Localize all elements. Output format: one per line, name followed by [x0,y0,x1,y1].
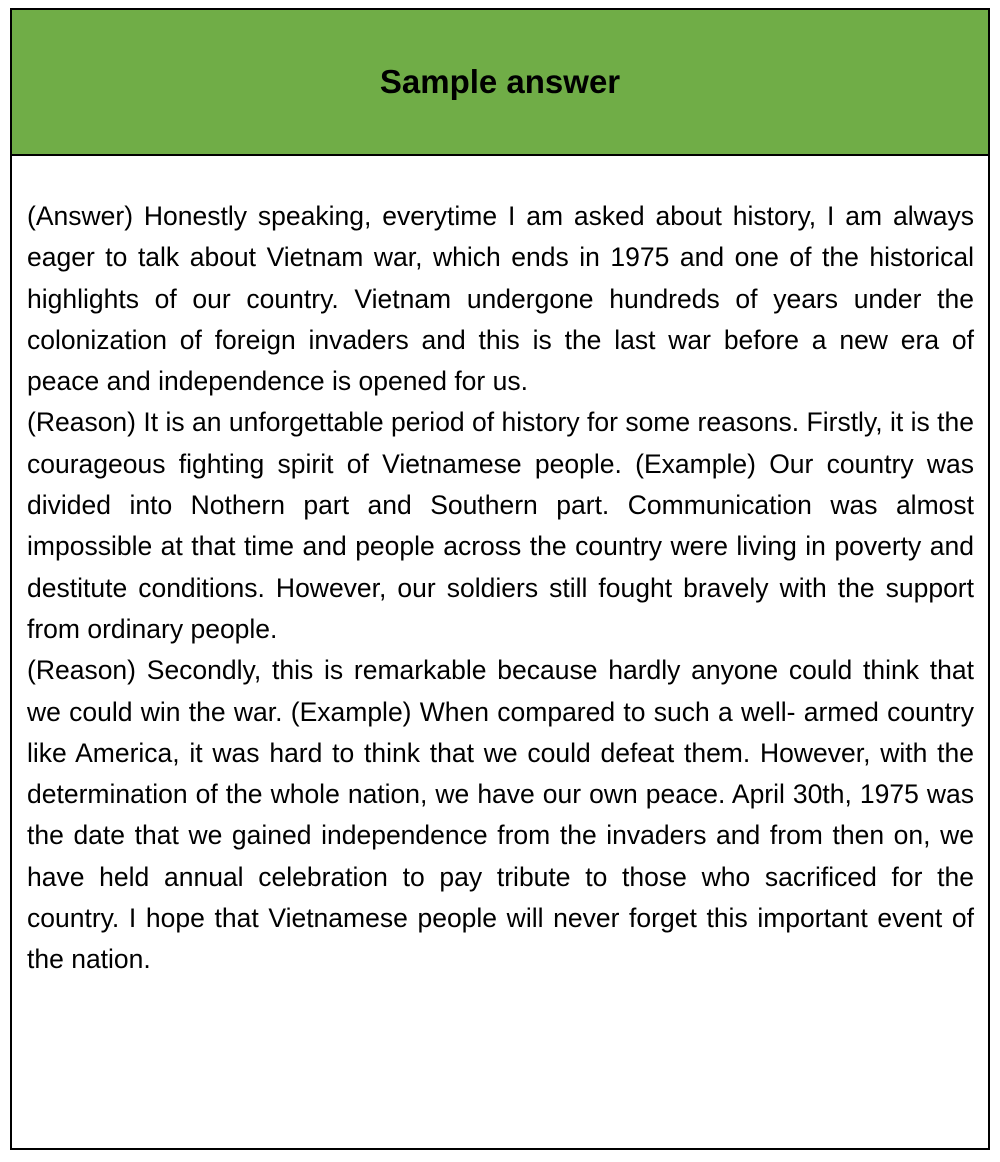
header-bar [12,10,988,156]
answer-paragraph: (Answer) Honestly speaking, everytime I am asked about history, I am always eager to talk about Vietnam war, which ends in 1975 and one of the historical highlights of our country. Vietnam undergone hundreds of years under the colonization of foreign invaders and this is the last war before a new era of peace and independence is opened for us. [27,201,974,397]
answer-body [12,156,988,981]
sample-answer-box [10,8,990,1150]
reason-paragraph-first: (Reason) It is an unforgettable period of history for some reasons. Firstly, it is the courageous fighting spirit of Vietnamese people. (Example) Our country was divided into Nothern part and Southern part. Communication was almost impossible at that time and people across the country were living in poverty and destitute conditions. However, our soldiers still fought bravely with the support from ordinary people. [27,407,974,644]
box-title: Sample answer [379,63,621,100]
reason-paragraph-second: (Reason) Secondly, this is remarkable because hardly anyone could think that we could win the war. (Example) When compared to such a well- armed country like America, it was hard to think that we could defeat them. However, with the determination of the whole nation, we have our own peace. April 30th, 1975 was the date that we gained independence from the invaders and from then on, we have held annual celebration to pay tribute to those who sacrificed for the country. I hope that Vietnamese people will never forget this important event of the nation. [27,655,974,975]
